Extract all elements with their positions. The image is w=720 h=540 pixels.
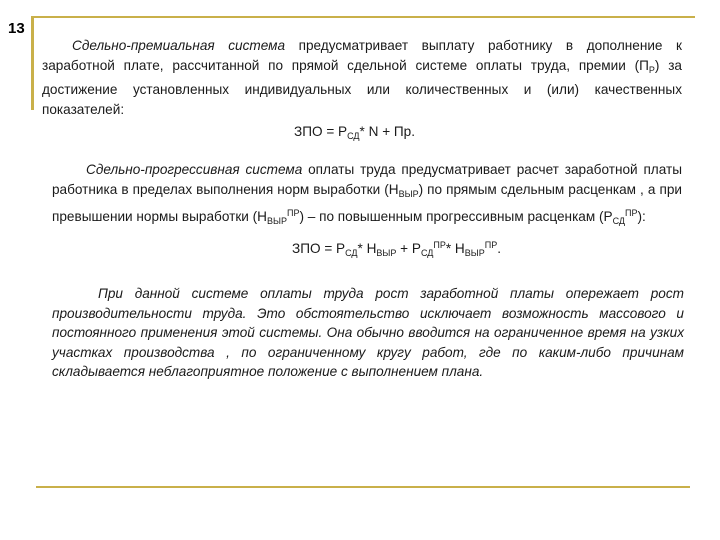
p3-text-a: оплаты труда предусматривает расчет заработной платы работника в пределах выполнения норм выработки (Н	[52, 162, 682, 197]
p3-text-b: ) по прямым сдельным расценкам , а при превышении нормы выработки (Н	[52, 181, 682, 224]
term-piecework-progressive: Сдельно-прогрессивная система	[86, 162, 303, 177]
f2-sub-vyr: ВЫР	[376, 248, 397, 258]
f1-sub-sd: СД	[347, 131, 360, 141]
p1-text-a: предусматривает выплату работнику в дополнение к заработной плате, рассчитанной по	[42, 38, 682, 73]
f2-part-a: ЗПО = Р	[292, 241, 346, 256]
p3-text-d: ):	[637, 209, 646, 224]
formula-piecework-progressive	[292, 240, 501, 258]
f2-sub-sd: СД	[345, 248, 358, 258]
p3-sub-sd: СД	[612, 216, 625, 226]
paragraph-piecework-bonus	[42, 36, 682, 119]
left-accent-line	[31, 16, 34, 110]
f2-sub-sd2: СД	[420, 248, 434, 258]
p1-text-c: ) за достижение установленных индивидуальных или количественных и (или) качественных показателей:	[42, 57, 682, 117]
f2-part-c: + Р	[396, 241, 421, 256]
f2-sub-vyr2: ВЫР	[464, 248, 485, 258]
p3-text-c: ) – по повышенным прогрессивным расценкам (Р	[299, 209, 613, 224]
f2-part-e: .	[497, 241, 501, 256]
bottom-accent-line	[36, 486, 690, 488]
paragraph-piecework-progressive	[52, 160, 682, 232]
paragraph-growth-note: При данной системе оплаты труда рост заработной платы опережает рост производительности труда. Это обстоятельство исключает возможность массового и постоянного применения этой системы. Она обычно вводится на ограниченное время на узких участках производства , по ограниченному кругу работ, где по каким-либо причинам складывается неблагоприятное положение с выполнением плана.	[52, 286, 684, 379]
f1-part-a: ЗПО = Р	[294, 124, 348, 139]
f2-part-d: * Н	[445, 241, 465, 256]
p1-sub-r: Р	[648, 64, 655, 75]
p3-sup-pr: ПР	[286, 208, 300, 218]
p1-text-b: , премии (П	[566, 57, 649, 73]
p3-sub-vyr: ВЫР	[398, 188, 419, 199]
f1-part-b: * N + Пр.	[359, 124, 416, 139]
p3-sup-pr2: ПР	[625, 208, 638, 218]
slide-number: 13	[8, 20, 25, 37]
p3-sub-vyr2: ВЫР	[266, 216, 287, 226]
formula-piecework-bonus	[294, 124, 415, 141]
f2-sup-pr2: ПР	[484, 240, 498, 250]
top-accent-line	[31, 16, 695, 18]
f2-part-b: * Н	[357, 241, 377, 256]
term-piecework-bonus: Сдельно-премиальная система	[72, 38, 286, 53]
f2-sup-pr: ПР	[433, 240, 446, 250]
p1-text-link: прямой сдельной системе оплаты труда	[291, 57, 567, 73]
